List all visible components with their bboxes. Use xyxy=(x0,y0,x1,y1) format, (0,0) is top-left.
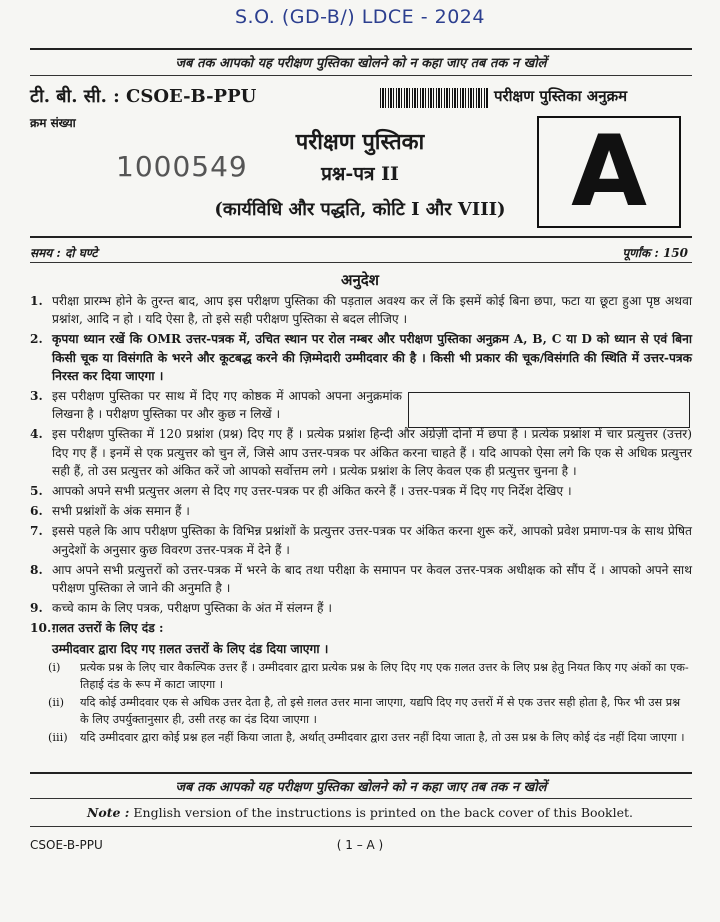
instruction-item: 2. कृपया ध्यान रखें कि OMR उत्तर-पत्रक में, उचित स्थान पर रोल नम्बर और परीक्षण पुस्तिका अनुक्रम A, B, C या D को ध्यान से एवं बिना किसी चूक या विसंगति के भरने और कूटबद्ध करने की ज़िम्मेदारी उम्मीदवार की है । किसी भी प्रकार की चूक/विसंगति की स्थिति में उत्तर-पत्रक निरस्त कर दिया जाएगा । xyxy=(30,332,692,383)
max-marks: पूर्णांक : 150 xyxy=(622,246,688,260)
penalty-item: (ii) यदि कोई उम्मीदवार एक से अधिक उत्तर देता है, तो इसे ग़लत उत्तर माना जाएगा, यद्यपि दिए गए उत्तरों में से एक उत्तर सही होता है, फिर भी उस प्रश्न के लिए उपर्युक्तानुसार ही, उसी तरह का दंड दिया जाएगा । xyxy=(48,695,681,726)
time-rule xyxy=(30,262,692,263)
roll-number-box[interactable] xyxy=(408,392,690,428)
paper-title: प्रश्न-पत्र II xyxy=(321,163,399,185)
instructions-list xyxy=(30,292,692,746)
footer-code: CSOE-B-PPU xyxy=(30,838,103,852)
instruction-item: 9. कच्चे काम के लिए पत्रक, परीक्षण पुस्तिका के अंत में संलग्न हैं । xyxy=(30,601,332,616)
note-text: English version of the instructions is printed on the back cover of this Booklet. xyxy=(133,805,634,820)
page-number: ( 1 – A ) xyxy=(336,838,384,852)
instruction-item: 6. सभी प्रश्नांशों के अंक समान हैं । xyxy=(30,504,190,519)
bottom-banner-underline xyxy=(30,798,692,799)
penalty-item: (i) प्रत्येक प्रश्न के लिए चार वैकल्पिक उत्तर हैं । उम्मीदवार द्वारा प्रत्येक प्रश्न के लिए दिए गए एक ग़लत उत्तर के लिए प्रश्न हेतु नियत किए गए अंकों का एक-तिहाई दंड के रूप में काटा जाएगा । xyxy=(48,660,689,691)
bottom-warning-banner: जब तक आपको यह परीक्षण पुस्तिका खोलने को न कहा जाए तब तक न खोलें xyxy=(175,780,547,795)
handwritten-exam-header: S.O. (GD-B/) LDCE - 2024 xyxy=(235,6,485,28)
booklet-series-label: परीक्षण पुस्तिका अनुक्रम xyxy=(494,87,628,105)
instruction-item: 10. ग़लत उत्तरों के लिए दंड : xyxy=(30,621,164,636)
instruction-item: 8. आप अपने सभी प्रत्युत्तरों को उत्तर-पत्रक में भरने के बाद तथा परीक्षा के समापन पर केवल उत्तर-पत्रक अधीक्षक को सौंप दें । आपको अपने साथ परीक्षण पुस्तिका ले जाने की अनुमति है । xyxy=(30,562,692,596)
series-letter: A xyxy=(571,115,647,229)
instruction-item: 4. इस परीक्षण पुस्तिका में 120 प्रश्नांश (प्रश्न) दिए गए हैं । प्रत्येक प्रश्नांश हिन्दी और अंग्रेज़ी दोनों में छपा है । प्रत्येक प्रश्नांश में चार प्रत्युत्तर (उत्तर) दिए गए हैं । इनमें से एक प्रत्युत्तर को चुन लें, जिसे आप उत्तर-पत्रक पर अंकित करना चाहते हैं । यदि आपको ऐसा लगे कि एक से अधिक प्रत्युत्तर सही हैं, तो उस प्रत्युत्तर को अंकित करें जो आपको सर्वोत्तम लगे । प्रत्येक प्रश्नांश के लिए केवल एक ही प्रत्युत्तर चुनना है । xyxy=(30,427,692,478)
instruction-item: 1. परीक्षा प्रारम्भ होने के तुरन्त बाद, आप इस परीक्षण पुस्तिका की पड़ताल अवश्य कर लें कि इसमें कोई बिना छपा, फटा या छूटा हुआ पृष्ठ अथवा प्रश्नांश, आदि न हो । यदि ऐसा है, तो इसे सही परीक्षण पुस्तिका से बदल लीजिए । xyxy=(30,294,692,327)
bottom-banner-rule xyxy=(30,772,692,774)
instruction-item: 3. इस परीक्षण पुस्तिका पर साथ में दिए गए कोष्ठक में आपको अपना अनुक्रमांक लिखना है । परीक्षण पुस्तिका पर और कुछ न लिखें । xyxy=(30,389,402,422)
barcode xyxy=(380,88,488,108)
banner-underline xyxy=(30,75,692,76)
time-allowed: समय : दो घण्टे xyxy=(30,246,98,260)
serial-number: 1000549 xyxy=(116,150,248,183)
tbc-code: टी. बी. सी. : CSOE-B-PPU xyxy=(30,86,257,107)
paper-subtitle: (कार्यविधि और पद्धति, कोटि I और VIII) xyxy=(214,199,506,220)
series-letter-box xyxy=(537,116,681,228)
booklet-title: परीक्षण पुस्तिका xyxy=(295,129,425,155)
note-rule xyxy=(30,826,692,827)
instruction-item: 7. इससे पहले कि आप परीक्षण पुस्तिका के विभिन्न प्रश्नांशों के प्रत्युत्तर उत्तर-पत्रक पर अंकित करना शुरू करें, आपको प्रवेश प्रमाण-पत्र के साथ प्रेषित अनुदेशों के अनुसार कुछ विवरण उत्तर-पत्रक में देने हैं । xyxy=(30,524,692,557)
top-rule xyxy=(30,48,692,50)
penalty-item: (iii) यदि उम्मीदवार द्वारा कोई प्रश्न हल नहीं किया जाता है, अर्थात् उम्मीदवार द्वारा उत्तर नहीं दिया जाता है, तो उस प्रश्न के लिए कोई दंड नहीं दिया जाएगा । xyxy=(48,730,685,744)
penalty-heading: उम्मीदवार द्वारा दिए गए ग़लत उत्तरों के लिए दंड दिया जाएगा । xyxy=(52,641,329,656)
note-label: Note : xyxy=(86,805,130,820)
serial-label: क्रम संख्या xyxy=(30,116,76,130)
english-note xyxy=(0,805,720,820)
top-warning-banner: जब तक आपको यह परीक्षण पुस्तिका खोलने को न कहा जाए तब तक न खोलें xyxy=(175,56,547,71)
instructions-heading: अनुदेश xyxy=(341,271,379,289)
instruction-item: 5. आपको अपने सभी प्रत्युत्तर अलग से दिए गए उत्तर-पत्रक पर ही अंकित करने हैं । उत्तर-पत्रक में दिए गए निर्देश देखिए । xyxy=(30,484,572,499)
header-rule xyxy=(30,236,692,238)
